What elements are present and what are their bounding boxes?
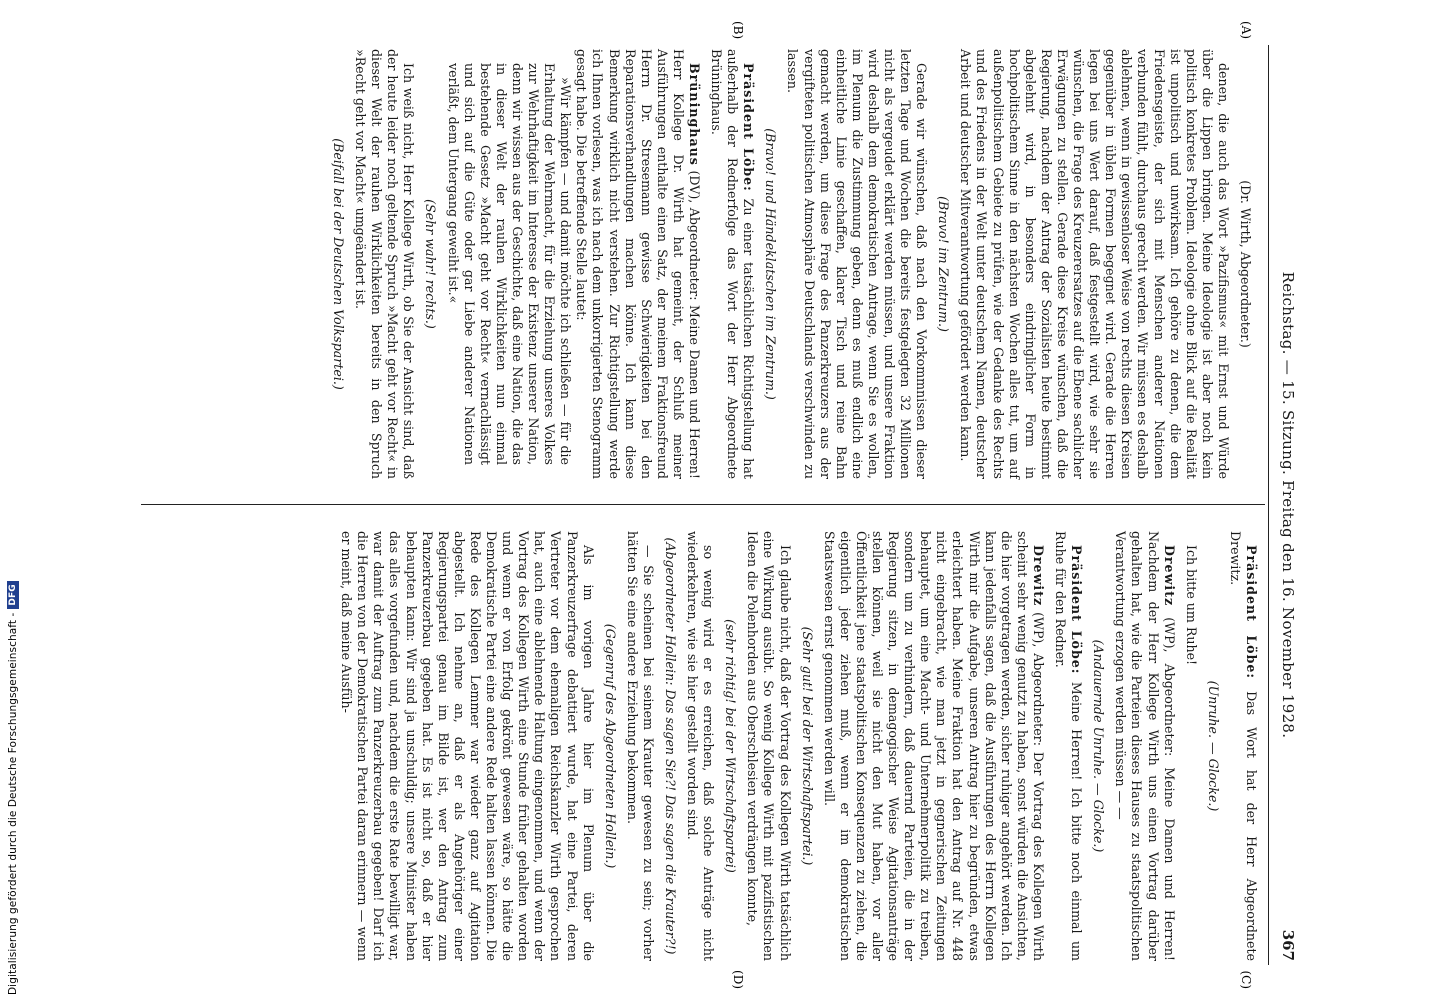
paragraph: — Sie scheinen bei seinem Krauter gewesen zu sein; vorher hätten Sie eine andere Erziehung bekommen. xyxy=(624,531,656,961)
interjection: (Beifall bei der Deutschen Volkspartei.) xyxy=(331,138,347,390)
speaker-name: Präsident Löbe: xyxy=(741,63,757,192)
page-number: 367 xyxy=(1279,929,1297,961)
paragraph-text: (WP), Abgeordneter: Meine Damen und Herren! Nachdem der Herr Kollege Wirth uns einen Vortrag darüber gehalten hat, wie die Parteien dieses Hauses zu staatspolitischen Verantwortung erzogen werden müssen — — xyxy=(1113,531,1177,961)
speaker-name: Drewitz xyxy=(1161,545,1177,607)
caption-text: Digitalisierung gefördert durch die Deutsche Forschungsgemeinschaft - xyxy=(7,612,19,995)
interjection: (Bravo! und Händeklatschen im Zentrum.) xyxy=(763,128,779,400)
speaker-name: Drewitz xyxy=(1030,545,1046,607)
paragraph: Ich weiß nicht, Herr Kollege Wirth, ob Sie der Ansicht sind, daß der heute leider noch geltende Spruch »Macht geht vor Recht« in dieser Welt der rauhen Wirklichkeiten bereits in den Spruch »Recht geht vor Macht« umgeändert ist. xyxy=(353,49,417,479)
left-column xyxy=(324,49,1259,479)
dfg-logo: DFG xyxy=(7,581,19,608)
interjection: (Bravo! im Zentrum.) xyxy=(936,196,952,332)
speaker-name: Präsident Löbe: xyxy=(1244,545,1259,680)
paragraph-text: Meine Herren! Ich bitte noch einmal um Ruhe für den Redner. xyxy=(1053,531,1085,961)
paragraph: Gerade wir wünschen, daß nach den Vorkommnissen dieser letzten Tage und Wochen die bereits festgelegten 32 Millionen nicht als vergeudet erklärt werden müssen, und unsere Fraktion wird deshalb dem demokratischen Antrage, wenn Sie es wollen, im Plenum die Zustimmung geben, denn es muß endlich eine einheitliche Linie geschaffen, klarer Tisch und reine Bahn gemacht werden, um diese Frage des Panzerkreuzers aus der vergifteten politischen Atmosphäre Deutschlands verschwinden zu lassen. xyxy=(785,49,930,479)
interjection: (sehr richtig! bei der Wirtschaftspartei) xyxy=(723,619,739,873)
paragraph-text: Zu einer tatsächlichen Richtigstellung hat außerhalb der Rednerfolge das Wort der Herr Abgeordnete Brüninghaus. xyxy=(709,49,757,479)
paragraph: Ich bitte um Ruhe! xyxy=(1183,545,1199,666)
speaker-continuation: (Dr. Wirth, Abgeordneter.) xyxy=(1238,180,1253,348)
margin-mark-c: (C) xyxy=(1239,970,1253,989)
interjection: (Sehr wahr! rechts.) xyxy=(423,199,439,329)
column-divider xyxy=(141,504,1265,505)
margin-mark-d: (D) xyxy=(731,970,745,989)
scanned-page-frame xyxy=(120,21,1320,989)
quoted-passage: »Wir kämpfen — und damit möchte ich schließen — für die Erhaltung der Wehrmacht, für die Erziehung unseres Volkes zur Wehrhaftigkeit im Interesse der Existenz unserer Nation, denn wir wissen aus der Geschichte, daß eine Nation, die das in dieser Welt der rauhen Wirklichkeiten nun einmal bestehende Gesetz »Macht geht vor Recht« vernachlässigt und sich auf die Güte oder gar Liebe anderer Nationen verläßt, dem Untergang geweiht ist.« xyxy=(445,63,574,465)
speaker-name: Präsident Löbe: xyxy=(1069,545,1085,675)
paragraph: denen, die auch das Wort »Pazifismus« mit Ernst und Würde über die Lippen bringen. Meine Ideologie ist aber noch kein politisch konkretes Problem. Ideologie ohne Blick auf die Realität ist unpolitisch und unwirksam. Ich gehöre zu denen, die dem Friedensgeiste, der sich mit Menschen anderer Nationen verbunden fühlt, durchaus gerecht werden. Wir müssen es deshalb ablehnen, wenn in gewissenloser Weise von rechts diesen Kreisen gegenüber in üblen Formen begegnet wird. Gerade die Herren legen bei uns Wert darauf, daß festgestellt wird, wie sehr sie wünschen, die Frage des Kreuzerersatzes auf die Ebene sachlicher Erwägungen zu stellen. Gerade diese Kreise wünschen, daß die Regierung, nachdem der Antrag der Sozialisten heute bestimmt abgelehnt wird, in besonders eindringlicher Form in hochpolitischem Sinne in den nächsten Wochen alles tut, um auf außenpolitischem Gebiete zu prüfen, wie der Gedanke des Rechts und des Friedens in der Welt unter deutschem Namen, deutscher Arbeit und deutscher Mitverantwortung gefördert werden kann. xyxy=(958,49,1231,479)
paragraph-text: Das Wort hat der Herr Abgeordnete Drewitz. xyxy=(1227,531,1259,961)
interjection: (Abgeordneter Hollein: Das sagen Sie?! Das sagen die Krauter?!) xyxy=(663,537,678,955)
interjection: (Andauernde Unruhe. — Glocke.) xyxy=(1091,639,1107,853)
right-column xyxy=(338,531,1259,961)
margin-mark-a: (A) xyxy=(1239,21,1253,40)
document-page xyxy=(135,21,1305,989)
interjection: (Sehr gut! bei der Wirtschaftspartei.) xyxy=(799,626,815,866)
paragraph-text: (WP), Abgeordneter: Der Vortrag des Kollegen Wirth scheint sehr wenig genutzt zu haben, sonst würden die Ansichten, die hier vorgetragen werden, sicher ruhiger angehört werden. Ich kann jedenfalls sagen, daß die Ausführungen des Herrn Kollegen Wirth mir die Aufgabe, unseren Antrag hier zu begründen, etwas erleichtert haben. Meine Fraktion hat den Antrag auf Nr. 448 nicht eingebracht, wie man jetzt in gegnerischen Zeitungen behauptet, um eine Macht- und Unternehmerpolitik zu treiben, sondern um zu verhindern, daß dauernd Parteien, die in der Regierung sitzen, in demagogischer Weise Agitationsanträge stellen können, weil sie nicht den Mut haben, vor aller Öffentlichkeit jene staatspolitischen Konsequenzen zu ziehen, die eigentlich jeder ziehen muß, wenn er im demokratischen Staatswesen ernst genommen werden will. xyxy=(821,531,1046,961)
interjection: (Unruhe. — Glocke.) xyxy=(1205,680,1221,812)
header-title: Reichstag. — 15. Sitzung. Freitag den 16. November 1928. xyxy=(1279,271,1297,739)
paragraph: Ich glaube nicht, daß der Vortrag des Kollegen Wirth tatsächlich eine Wirkung ausübt. So wenig Kollege Wirth mit pazifistischen Ideen die Polenhorden aus Oberschlesien verdrängen konnte, xyxy=(745,531,793,961)
page-header xyxy=(1268,45,1305,965)
interjection: (Gegenruf des Abgeordneten Hollein.) xyxy=(602,623,618,869)
paragraph: Als im vorigen Jahre hier im Plenum über die Panzerkreuzerfrage debattiert wurde, hat eine Partei, deren Vertreter vor dem ehemaligen Reichskanzler Wirth gesprochen hat, auch eine ablehnende Haltung eingenommen, und wenn der Vortrag des Kollegen Wirth eine Stunde früher gehalten worden und wenn er von Erfolg gekrönt gewesen wäre, so hätte die Demokratische Partei eine andere Rede halten lassen können. Die Rede des Kollegen Lemmer war wieder ganz auf Agitation abgestellt. Ich nehme an, daß er als Angehöriger einer Regierungspartei genau im Bilde ist, wer den Antrag zum Panzerkreuzerbau gegeben hat. Es ist nicht so, daß er hier behaupten kann: Wir sind ja unschuldig; unsere Minister haben das alles vorgefunden und, nachdem die erste Rate bewilligt war, war damit der Auftrag zum Panzerkreuzerbau gegeben! Darf ich die Herren von der Demokratischen Partei daran erinnern — wenn er meint, daß meine Ausfüh- xyxy=(339,531,596,961)
paragraph: so wenig wird er es erreichen, daß solche Anträge nicht wiederkehren, wie sie hier gestellt worden sind. xyxy=(685,531,717,961)
margin-mark-b: (B) xyxy=(731,21,745,40)
paragraph-text: (DV), Abgeordneter: Meine Damen und Herren! Herr Kollege Dr. Wirth hat gemeint, der Schluß meiner Ausführungen enthalte einen Satz, der meinem Fraktionsfreund Herrn Dr. Stresemann gewisse Schwierigkeiten bei den Reparationsverhandlungen machen könne. Ich kann diese Bemerkung wirklich nicht verstehen. Zur Richtigstellung werde ich Ihnen vorlesen, was ich nach dem unkorrigierten Stenogramm gesagt habe. Die betreffende Stelle lautet: xyxy=(574,49,702,479)
speaker-name: Brüninghaus xyxy=(687,63,702,166)
digitization-caption xyxy=(0,0,26,1000)
